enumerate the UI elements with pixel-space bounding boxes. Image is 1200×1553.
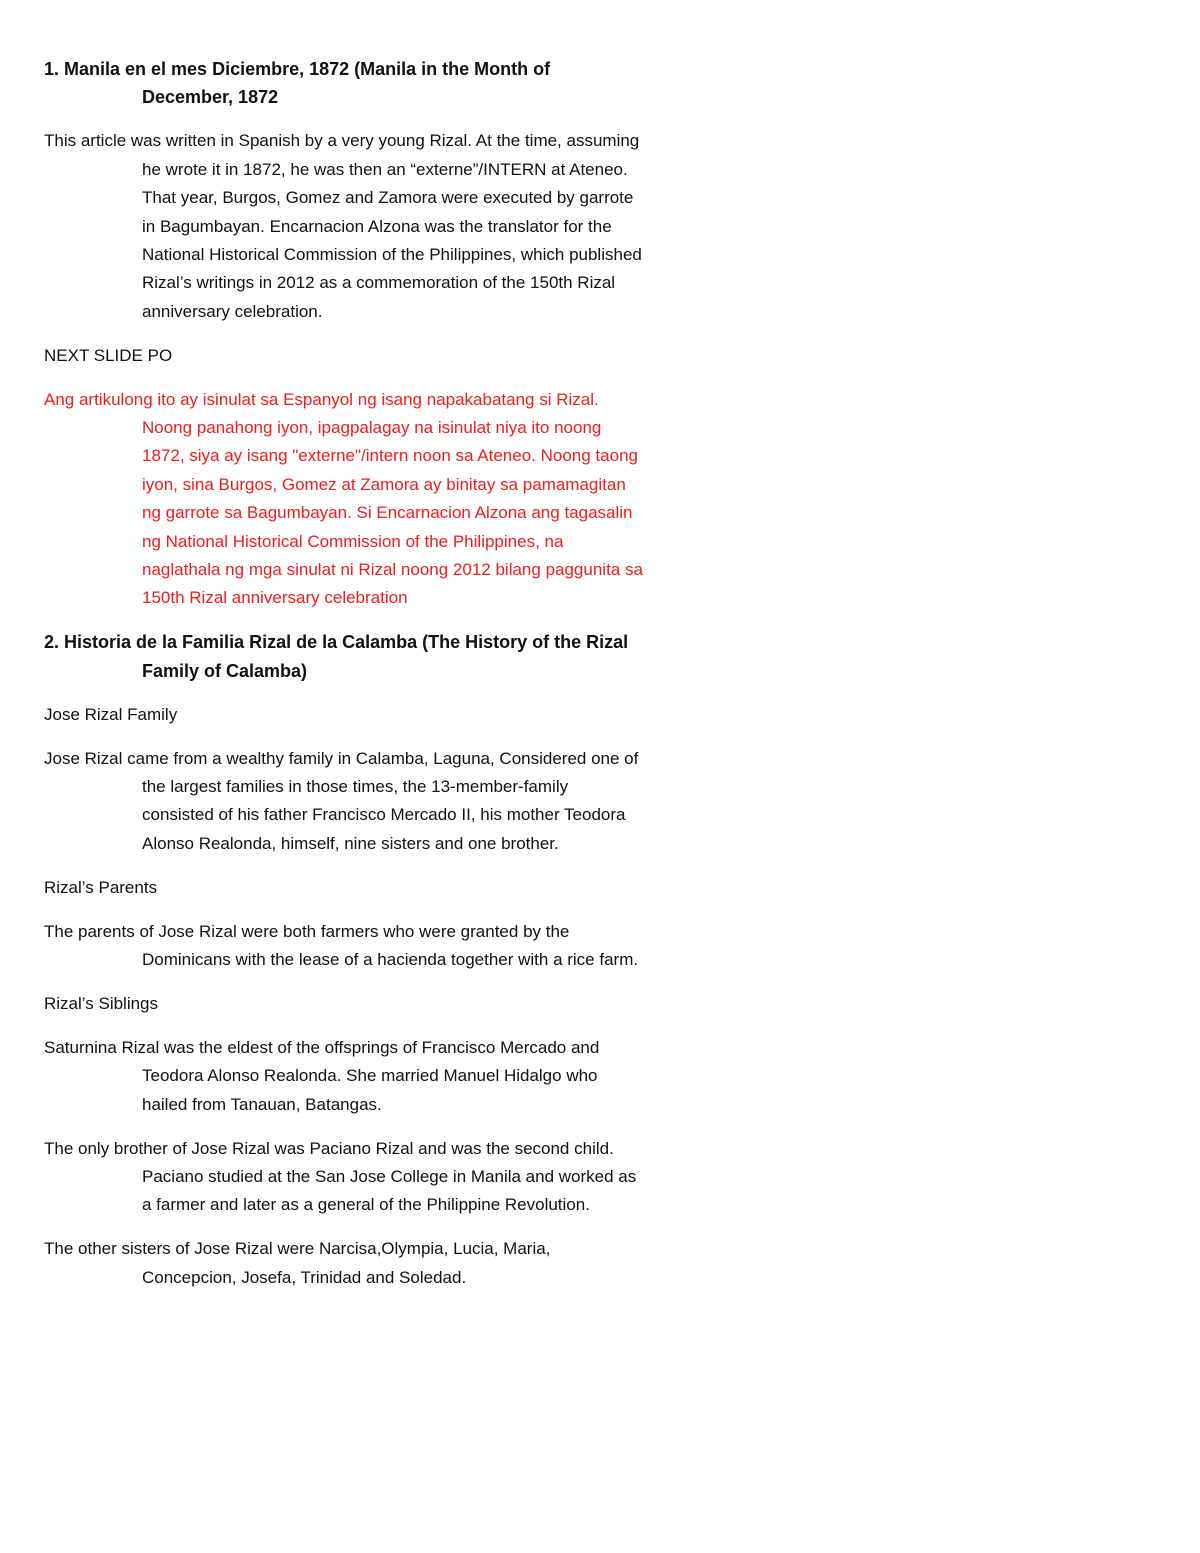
parents-body: The parents of Jose Rizal were both farmers who were granted by the Dominicans with the lease of a hacienda together with a rice farm. xyxy=(44,921,639,969)
siblings-saturnina: Saturnina Rizal was the eldest of the offsprings of Francisco Mercado and Teodora Alonso Realonda. She married Manuel Hidalgo who hailed from Tanauan, Batangas. xyxy=(44,1037,600,1114)
parents-label: Rizal’s Parents xyxy=(44,877,158,897)
siblings-label: Rizal’s Siblings xyxy=(44,993,159,1013)
section-1-heading: 1. Manila en el mes Diciembre, 1872 (Manila in the Month of December, 1872 xyxy=(44,59,551,108)
section-2-heading: 2. Historia de la Familia Rizal de la Calamba (The History of the Rizal Family of Calamba) xyxy=(44,632,629,681)
section-1-body: This article was written in Spanish by a very young Rizal. At the time, assuming he wrote it in 1872, he was then an “externe”/INTERN at Ateneo. That year, Burgos, Gomez and Zamora were executed by garrote in Bagumbayan. Encarnacion Alzona was the translator for the National Historical Commission of the Philippines, which published Rizal’s writings in 2012 as a commemoration of the 150th Rizal anniversary celebration. xyxy=(44,131,642,321)
document-page xyxy=(44,55,644,1308)
family-body: Jose Rizal came from a wealthy family in Calamba, Laguna, Considered one of the largest families in those times, the 13-member-family consisted of his father Francisco Mercado II, his mother Teodora Alonso Realonda, himself, nine sisters and one brother. xyxy=(44,748,639,853)
siblings-sisters: The other sisters of Jose Rizal were Narcisa,Olympia, Lucia, Maria, Concepcion, Josefa, Trinidad and Soledad. xyxy=(44,1239,551,1287)
slide-note: NEXT SLIDE PO xyxy=(44,345,173,365)
tagalog-translation: Ang artikulong ito ay isinulat sa Espanyol ng isang napakabatang si Rizal. Noong panahong iyon, ipagpalagay na isinulat niya ito noong 1872, siya ay isang "externe"/intern noon sa Ateneo. Noong taong iyon, sina Burgos, Gomez at Zamora ay binitay sa pamamagitan ng garrote sa Bagumbayan. Si Encarnacion Alzona ang tagasalin ng National Historical Commission of the Philippines, na naglathala ng mga sinulat ni Rizal noong 2012 bilang paggunita sa 150th Rizal anniversary celebration xyxy=(44,389,643,608)
siblings-paciano: The only brother of Jose Rizal was Paciano Rizal and was the second child. Paciano studied at the San Jose College in Manila and worked as a farmer and later as a general of the Philippine Revolution. xyxy=(44,1138,637,1215)
family-label: Jose Rizal Family xyxy=(44,704,178,724)
